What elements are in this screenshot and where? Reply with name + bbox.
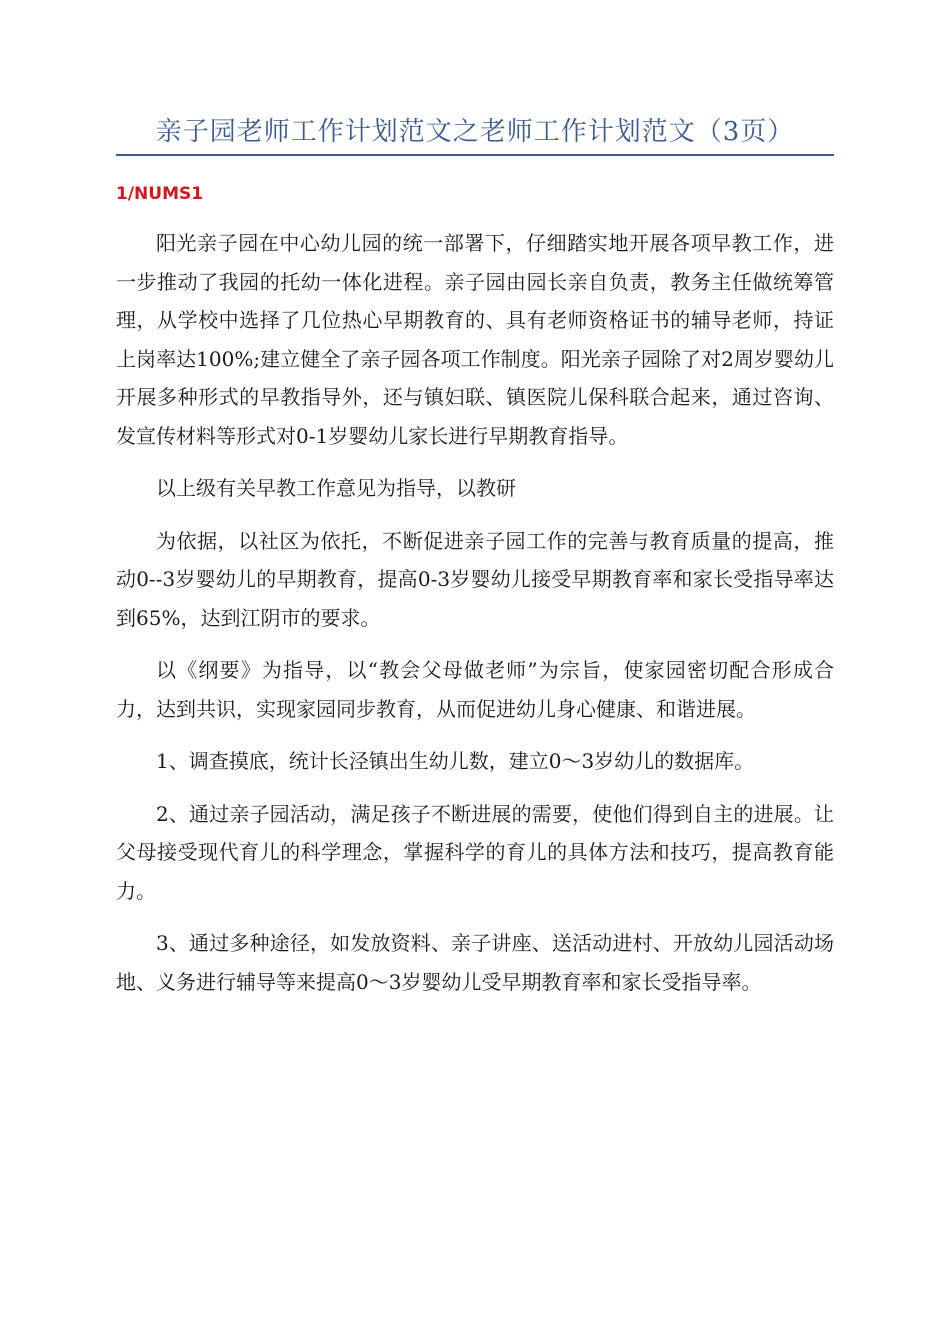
list-item: 1、调查摸底，统计长泾镇出生幼儿数，建立0～3岁幼儿的数据库。 (156, 749, 755, 773)
paragraph: 为依据，以社区为依托，不断促进亲子园工作的完善与教育质量的提高，推动0--3岁婴幼儿的早期教育，提高0-3岁婴幼儿接受早期教育率和家长受指导率达到65%，达到江阴市的要求。 (116, 528, 834, 630)
document-title: 亲子园老师工作计划范文之老师工作计划范文（3页） (116, 112, 834, 156)
paragraph: 以《纲要》为指导，以“教会父母做老师”为宗旨，使家园密切配合形成合力，达到共识，实现家园同步教育，从而促进幼儿身心健康、和谐进展。 (116, 658, 834, 721)
document-body (116, 224, 834, 1015)
list-item: 2、通过亲子园活动，满足孩子不断进展的需要，使他们得到自主的进展。让父母接受现代育儿的科学理念，掌握科学的育儿的具体方法和技巧，提高教育能力。 (116, 801, 834, 903)
paragraph: 阳光亲子园在中心幼儿园的统一部署下，仔细踏实地开展各项早教工作，进一步推动了我园的托幼一体化进程。亲子园由园长亲自负责，教务主任做统筹管理，从学校中选择了几位热心早期教育的、具有老师资格证书的辅导老师，持证上岗率达100%;建立健全了亲子园各项工作制度。阳光亲子园除了对2周岁婴幼儿开展多种形式的早教指导外，还与镇妇联、镇医院儿保科联合起来，通过咨询、发宣传材料等形式对0-1岁婴幼儿家长进行早期教育指导。 (116, 231, 834, 448)
page-marker: 1/NUMS1 (116, 184, 204, 204)
paragraph: 以上级有关早教工作意见为指导，以教研 (156, 476, 516, 500)
list-item: 3、通过多种途径，如发放资料、亲子讲座、送活动进村、开放幼儿园活动场地、义务进行辅导等来提高0～3岁婴幼儿受早期教育率和家长受指导率。 (116, 931, 834, 994)
